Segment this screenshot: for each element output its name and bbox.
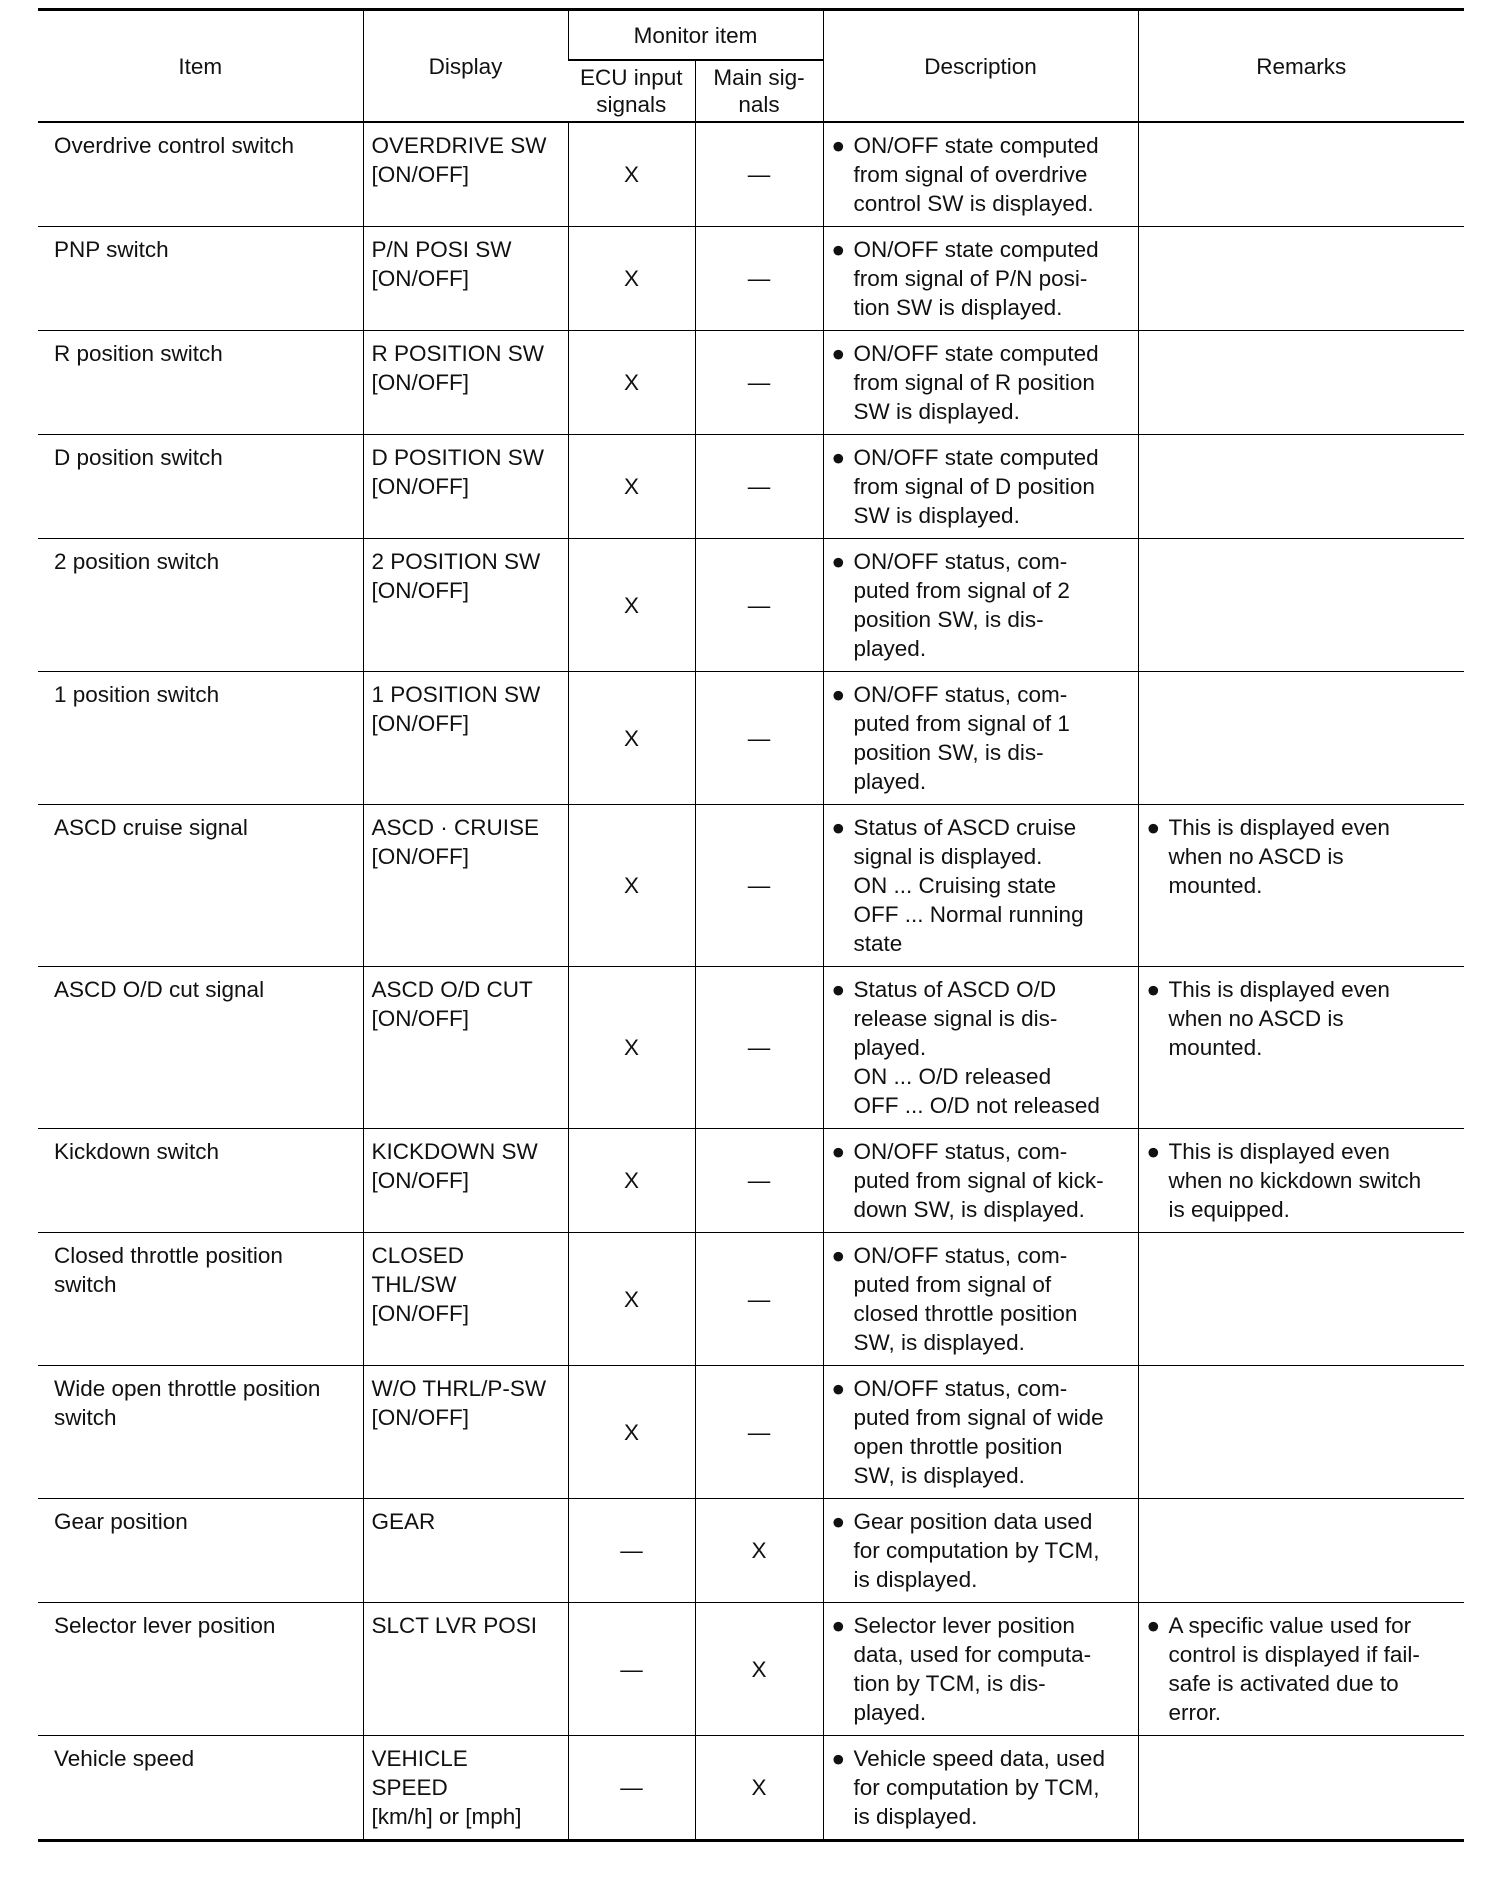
bullet-icon: ● [831,1746,846,1771]
bullet-icon: ● [831,133,846,158]
row-item: Overdrive control switch [38,122,363,227]
bullet-icon: ● [831,1509,846,1534]
row-description-cell [823,805,1138,967]
row-remarks-cell [1138,122,1464,227]
table-row [38,672,1464,805]
bullet-icon: ● [831,445,846,470]
row-description-cell [823,435,1138,539]
row-description-text: Status of ASCD cruise signal is displayed. ON ... Cruising state OFF ... Normal running state [853,815,1084,956]
row-remarks-text: This is displayed even when no kickdown switch is equipped. [1168,1139,1422,1222]
row-ecu-input-mark: X [568,672,695,805]
row-item: 1 position switch [38,672,363,805]
bullet-icon: ● [831,1139,846,1164]
row-description [832,443,1132,530]
row-main-signal-mark: X [695,1736,823,1841]
header-description: Description [823,10,1138,123]
row-ecu-input-mark: X [568,1366,695,1499]
bullet-icon: ● [831,237,846,262]
row-remarks [1147,813,1459,900]
table-row [38,1736,1464,1841]
row-ecu-input-mark: X [568,122,695,227]
row-description-cell [823,1603,1138,1736]
row-description-cell [823,539,1138,672]
row-display: R POSITION SW [ON/OFF] [363,331,568,435]
row-ecu-input-mark: X [568,435,695,539]
row-item: Selector lever position [38,1603,363,1736]
row-display: SLCT LVR POSI [363,1603,568,1736]
row-remarks-cell [1138,805,1464,967]
row-ecu-input-mark: X [568,967,695,1129]
row-remarks [1147,975,1459,1062]
table-row [38,1603,1464,1736]
row-main-signal-mark: — [695,1233,823,1366]
bullet-icon: ● [831,1613,846,1638]
row-description-cell [823,227,1138,331]
row-description [832,1374,1132,1490]
row-main-signal-mark: — [695,227,823,331]
bullet-icon: ● [831,682,846,707]
row-remarks-text: This is displayed even when no ASCD is mounted. [1168,815,1390,898]
row-remarks-cell [1138,227,1464,331]
row-description-cell [823,672,1138,805]
row-main-signal-mark: — [695,672,823,805]
row-description [832,547,1132,663]
row-description-text: ON/OFF status, com- puted from signal of kick- down SW, is displayed. [853,1139,1104,1222]
row-description [832,680,1132,796]
row-ecu-input-mark: — [568,1603,695,1736]
row-remarks-cell [1138,672,1464,805]
monitor-item-table-page [38,8,1464,1842]
row-ecu-input-mark: X [568,1129,695,1233]
row-main-signal-mark: X [695,1603,823,1736]
row-ecu-input-mark: X [568,1233,695,1366]
table-row [38,1233,1464,1366]
row-description-text: ON/OFF state computed from signal of R position SW is displayed. [853,341,1099,424]
header-monitor-item: Monitor item [568,10,823,61]
row-remarks-text: This is displayed even when no ASCD is mounted. [1168,977,1390,1060]
row-display: ASCD · CRUISE [ON/OFF] [363,805,568,967]
row-remarks-cell [1138,967,1464,1129]
row-remarks [1147,1611,1459,1727]
row-description-text: ON/OFF state computed from signal of D position SW is displayed. [853,445,1099,528]
bullet-icon: ● [1146,977,1161,1002]
row-remarks-text: A specific value used for control is displayed if fail- safe is activated due to error. [1168,1613,1420,1725]
row-remarks-cell [1138,1603,1464,1736]
header-item: Item [38,10,363,123]
row-remarks-cell [1138,539,1464,672]
row-description-text: ON/OFF status, com- puted from signal of wide open throttle position SW, is displayed. [853,1376,1104,1488]
row-item: Closed throttle position switch [38,1233,363,1366]
row-main-signal-mark: — [695,122,823,227]
bullet-icon: ● [1146,1613,1161,1638]
row-remarks-cell [1138,1736,1464,1841]
table-row [38,122,1464,227]
table-body [38,122,1464,1841]
row-description [832,1611,1132,1727]
row-description-cell [823,1499,1138,1603]
row-main-signal-mark: — [695,539,823,672]
row-ecu-input-mark: — [568,1499,695,1603]
row-item: ASCD O/D cut signal [38,967,363,1129]
row-main-signal-mark: — [695,1366,823,1499]
row-main-signal-mark: — [695,1129,823,1233]
row-display: KICKDOWN SW [ON/OFF] [363,1129,568,1233]
row-item: Vehicle speed [38,1736,363,1841]
row-remarks-cell [1138,1129,1464,1233]
table-row [38,805,1464,967]
row-description-text: ON/OFF state computed from signal of P/N posi- tion SW is displayed. [853,237,1099,320]
row-description-text: ON/OFF status, com- puted from signal of 1 position SW, is dis- played. [853,682,1070,794]
table-row [38,435,1464,539]
row-main-signal-mark: — [695,967,823,1129]
row-remarks-cell [1138,435,1464,539]
row-description [832,813,1132,958]
table-row [38,331,1464,435]
bullet-icon: ● [831,549,846,574]
row-description-text: Gear position data used for computation by TCM, is displayed. [853,1509,1100,1592]
row-item: Wide open throttle position switch [38,1366,363,1499]
row-description-text: Selector lever position data, used for computa- tion by TCM, is dis- played. [853,1613,1092,1725]
bullet-icon: ● [831,1243,846,1268]
row-main-signal-mark: — [695,435,823,539]
row-main-signal-mark: X [695,1499,823,1603]
table-header [38,10,1464,123]
row-main-signal-mark: — [695,331,823,435]
bullet-icon: ● [1146,815,1161,840]
header-ecu-input-signals: ECU input signals [568,60,695,122]
bullet-icon: ● [831,815,846,840]
row-description [832,1137,1132,1224]
row-description [832,339,1132,426]
header-main-signals: Main sig- nals [695,60,823,122]
row-description-cell [823,1233,1138,1366]
row-ecu-input-mark: X [568,805,695,967]
table-row [38,1366,1464,1499]
row-item: R position switch [38,331,363,435]
row-item: Kickdown switch [38,1129,363,1233]
row-description [832,1507,1132,1594]
row-description-cell [823,1129,1138,1233]
row-display: P/N POSI SW [ON/OFF] [363,227,568,331]
row-display: 2 POSITION SW [ON/OFF] [363,539,568,672]
table-row [38,1129,1464,1233]
row-description [832,131,1132,218]
row-description-text: Vehicle speed data, used for computation by TCM, is displayed. [853,1746,1105,1829]
row-description-text: ON/OFF status, com- puted from signal of closed throttle position SW, is displayed. [853,1243,1078,1355]
row-description [832,975,1132,1120]
row-description-text: Status of ASCD O/D release signal is dis- played. ON ... O/D released OFF ... O/D not released [853,977,1100,1118]
row-remarks-cell [1138,1499,1464,1603]
row-item: Gear position [38,1499,363,1603]
row-display: CLOSED THL/SW [ON/OFF] [363,1233,568,1366]
row-display: ASCD O/D CUT [ON/OFF] [363,967,568,1129]
row-description-cell [823,1736,1138,1841]
row-description-cell [823,1366,1138,1499]
row-ecu-input-mark: X [568,331,695,435]
row-description-cell [823,122,1138,227]
row-ecu-input-mark: X [568,539,695,672]
row-description-cell [823,967,1138,1129]
row-main-signal-mark: — [695,805,823,967]
row-display: GEAR [363,1499,568,1603]
row-display: D POSITION SW [ON/OFF] [363,435,568,539]
row-description [832,1744,1132,1831]
row-item: PNP switch [38,227,363,331]
row-display: OVERDRIVE SW [ON/OFF] [363,122,568,227]
row-description [832,235,1132,322]
row-item: 2 position switch [38,539,363,672]
row-ecu-input-mark: X [568,227,695,331]
header-display: Display [363,10,568,123]
row-description [832,1241,1132,1357]
row-item: D position switch [38,435,363,539]
table-row [38,967,1464,1129]
table-row [38,539,1464,672]
bullet-icon: ● [831,1376,846,1401]
bullet-icon: ● [831,977,846,1002]
bullet-icon: ● [831,341,846,366]
row-description-cell [823,331,1138,435]
row-remarks-cell [1138,331,1464,435]
table-row [38,1499,1464,1603]
row-ecu-input-mark: — [568,1736,695,1841]
row-description-text: ON/OFF state computed from signal of overdrive control SW is displayed. [853,133,1099,216]
bullet-icon: ● [1146,1139,1161,1164]
row-remarks-cell [1138,1233,1464,1366]
header-remarks: Remarks [1138,10,1464,123]
row-remarks [1147,1137,1459,1224]
row-display: VEHICLE SPEED [km/h] or [mph] [363,1736,568,1841]
row-display: W/O THRL/P-SW [ON/OFF] [363,1366,568,1499]
monitor-item-table [38,8,1464,1842]
row-display: 1 POSITION SW [ON/OFF] [363,672,568,805]
row-description-text: ON/OFF status, com- puted from signal of 2 position SW, is dis- played. [853,549,1070,661]
row-remarks-cell [1138,1366,1464,1499]
row-item: ASCD cruise signal [38,805,363,967]
table-row [38,227,1464,331]
